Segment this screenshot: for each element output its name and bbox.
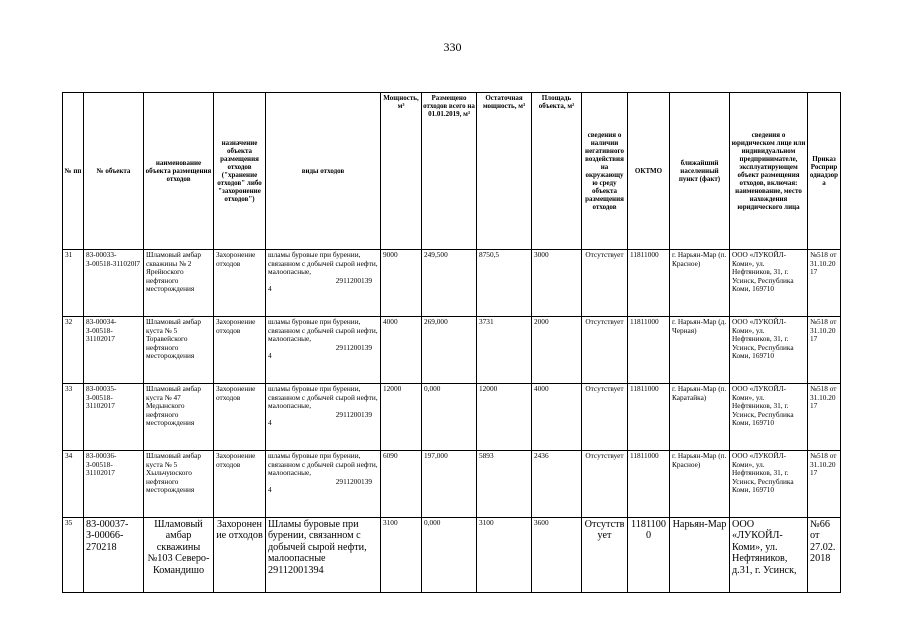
waste-description: шламы буровые при бурении, связанном с добычей сырой нефти, малоопасные, bbox=[268, 250, 378, 277]
cell-area: 2436 bbox=[532, 451, 582, 518]
cell-settlement: г. Нарьян-Мар (п. Красное) bbox=[670, 250, 730, 317]
cell-capacity: 6090 bbox=[381, 451, 422, 518]
cell-object-number: 83-00034-З-00518-31102017 bbox=[84, 317, 144, 384]
page-number: 330 bbox=[443, 40, 462, 54]
cell-settlement: г. Нарьян-Мар (п. Красное) bbox=[670, 451, 730, 518]
cell-oktmo: 11811000 bbox=[628, 518, 670, 593]
cell-residual: 3100 bbox=[477, 518, 532, 593]
cell-impact: Отсутствует bbox=[582, 451, 628, 518]
header-num: № пп bbox=[63, 93, 84, 250]
cell-num: 34 bbox=[63, 451, 84, 518]
header-impact: сведения о наличии негативного воздействия на окружающую среду объекта размещения отходов bbox=[582, 93, 628, 250]
header-order: Приказ Росприроднадзора bbox=[808, 93, 841, 250]
cell-capacity: 9000 bbox=[381, 250, 422, 317]
cell-purpose: Захоронение отходов bbox=[214, 384, 266, 451]
cell-capacity: 3100 bbox=[381, 518, 422, 593]
cell-object-name: Шламовый амбар куста № 5 Хыльчуюского нефтяного месторождения bbox=[144, 451, 214, 518]
cell-placed: 0,000 bbox=[422, 518, 477, 593]
cell-object-number: 83-00036-З-00518-31102017 bbox=[84, 451, 144, 518]
cell-residual: 8750,5 bbox=[477, 250, 532, 317]
header-capacity: Мощность, м³ bbox=[381, 93, 422, 250]
cell-oktmo: 11811000 bbox=[628, 317, 670, 384]
cell-waste-types: Шламы буровые при бурении, связанном с добычей сырой нефти, малоопасные 29112001394 bbox=[266, 518, 381, 593]
cell-object-name: Шламовый амбар скважины №103 Северо-Командишо bbox=[144, 518, 214, 593]
cell-placed: 197,000 bbox=[422, 451, 477, 518]
cell-object-name: Шламовый амбар куста № 47 Медынского нефтяного месторождения bbox=[144, 384, 214, 451]
cell-object-name: Шламовый амбар скважины № 2 Ярейюского нефтяного месторождения bbox=[144, 250, 214, 317]
table-row bbox=[63, 451, 841, 518]
cell-order: №518 от 31.10.2017 bbox=[808, 250, 841, 317]
cell-object-number: 83-00037-З-00066-270218 bbox=[84, 518, 144, 593]
cell-waste-types bbox=[266, 384, 381, 451]
cell-placed: 249,500 bbox=[422, 250, 477, 317]
waste-code-tail: 4 bbox=[268, 485, 272, 495]
waste-description: шламы буровые при бурении, связанном с добычей сырой нефти, малоопасные, bbox=[268, 384, 378, 411]
cell-settlement: г. Нарьян-Мар (п. Каратайка) bbox=[670, 384, 730, 451]
cell-num: 35 bbox=[63, 518, 84, 593]
header-row bbox=[63, 93, 841, 250]
cell-oktmo: 11811000 bbox=[628, 451, 670, 518]
cell-purpose: Захоронение отходов bbox=[214, 250, 266, 317]
cell-placed: 269,000 bbox=[422, 317, 477, 384]
waste-description: шламы буровые при бурении, связанном с добычей сырой нефти, малоопасные, bbox=[268, 317, 378, 344]
cell-order: №518 от 31.10.2017 bbox=[808, 317, 841, 384]
table-row bbox=[63, 518, 841, 593]
cell-order: №66 от 27.02.2018 bbox=[808, 518, 841, 593]
cell-owner: ООО «ЛУКОЙЛ-Коми», ул. Нефтяников, 31, г. Усинск, Республика Коми, 169710 bbox=[730, 317, 808, 384]
cell-settlement: Нарьян-Мар bbox=[670, 518, 730, 593]
header-waste-types: виды отходов bbox=[266, 93, 381, 250]
cell-order: №518 от 31.10.2017 bbox=[808, 451, 841, 518]
header-object-number: № объекта bbox=[84, 93, 144, 250]
header-area: Площадь объекта, м² bbox=[532, 93, 582, 250]
cell-num: 32 bbox=[63, 317, 84, 384]
cell-order: №518 от 31.10.2017 bbox=[808, 384, 841, 451]
waste-code: 2911200139 bbox=[335, 476, 372, 486]
cell-object-number: 83-00035-З-00518-31102017 bbox=[84, 384, 144, 451]
cell-impact: Отсутствует bbox=[582, 317, 628, 384]
waste-facilities-table bbox=[62, 92, 841, 593]
waste-code-tail: 4 bbox=[268, 418, 272, 428]
cell-impact: Отсутствует bbox=[582, 518, 628, 593]
cell-num: 31 bbox=[63, 250, 84, 317]
cell-placed: 0,000 bbox=[422, 384, 477, 451]
cell-purpose: Захоронение отходов bbox=[214, 451, 266, 518]
cell-owner: ООО «ЛУКОЙЛ-Коми», ул. Нефтяников, д.31, г. Усинск, bbox=[730, 518, 808, 593]
cell-owner: ООО «ЛУКОЙЛ-Коми», ул. Нефтяников, 31, г. Усинск, Республика Коми, 169710 bbox=[730, 384, 808, 451]
cell-purpose: Захоронение отходов bbox=[214, 317, 266, 384]
header-purpose: назначение объекта размещения отходов ("хранение отходов" либо "захоронение отходов") bbox=[214, 93, 266, 250]
cell-residual: 3731 bbox=[477, 317, 532, 384]
cell-oktmo: 11811000 bbox=[628, 384, 670, 451]
cell-area: 4000 bbox=[532, 384, 582, 451]
cell-purpose: Захоронение отходов bbox=[214, 518, 266, 593]
cell-impact: Отсутствует bbox=[582, 384, 628, 451]
header-owner: сведения о юридическом лице или индивидуальном предпринимателе, эксплуатирующем объект размещения отходов, включая: наименование, место нахождения юридического лица bbox=[730, 93, 808, 250]
cell-area: 3600 bbox=[532, 518, 582, 593]
cell-waste-types bbox=[266, 317, 381, 384]
cell-waste-types bbox=[266, 451, 381, 518]
cell-impact: Отсутствует bbox=[582, 250, 628, 317]
cell-object-number: 83-00033-З-00518-311020l7 bbox=[84, 250, 144, 317]
cell-area: 2000 bbox=[532, 317, 582, 384]
cell-object-name: Шламовый амбар куста № 5 Торавейского нефтяного месторождения bbox=[144, 317, 214, 384]
waste-description: шламы буровые при бурении, связанном с добычей сырой нефти, малоопасные, bbox=[268, 451, 378, 478]
header-residual: Остаточная мощность, м³ bbox=[477, 93, 532, 250]
cell-residual: 5893 bbox=[477, 451, 532, 518]
waste-code: 2911200139 bbox=[335, 275, 372, 285]
cell-owner: ООО «ЛУКОЙЛ-Коми», ул. Нефтяников, 31, г. Усинск, Республика Коми, 169710 bbox=[730, 451, 808, 518]
header-settlement: ближайший населенный пункт (факт) bbox=[670, 93, 730, 250]
cell-waste-types bbox=[266, 250, 381, 317]
header-placed: Размещено отходов всего на 01.01.2019, м³ bbox=[422, 93, 477, 250]
table-row bbox=[63, 384, 841, 451]
cell-area: 3000 bbox=[532, 250, 582, 317]
waste-code: 2911200139 bbox=[335, 342, 372, 352]
cell-oktmo: 11811000 bbox=[628, 250, 670, 317]
cell-num: 33 bbox=[63, 384, 84, 451]
table-row bbox=[63, 250, 841, 317]
waste-code-tail: 4 bbox=[268, 284, 272, 294]
cell-owner: ООО «ЛУКОЙЛ-Коми», ул. Нефтяников, 31, г. Усинск, Республика Коми, 169710 bbox=[730, 250, 808, 317]
cell-residual: 12000 bbox=[477, 384, 532, 451]
header-object-name: наименование объекта размещения отходов bbox=[144, 93, 214, 250]
cell-capacity: 12000 bbox=[381, 384, 422, 451]
waste-code: 2911200139 bbox=[335, 409, 372, 419]
cell-settlement: г. Нарьян-Мар (д. Черная) bbox=[670, 317, 730, 384]
cell-capacity: 4000 bbox=[381, 317, 422, 384]
waste-code-tail: 4 bbox=[268, 351, 272, 361]
table-row bbox=[63, 317, 841, 384]
header-oktmo: ОКТМО bbox=[628, 93, 670, 250]
